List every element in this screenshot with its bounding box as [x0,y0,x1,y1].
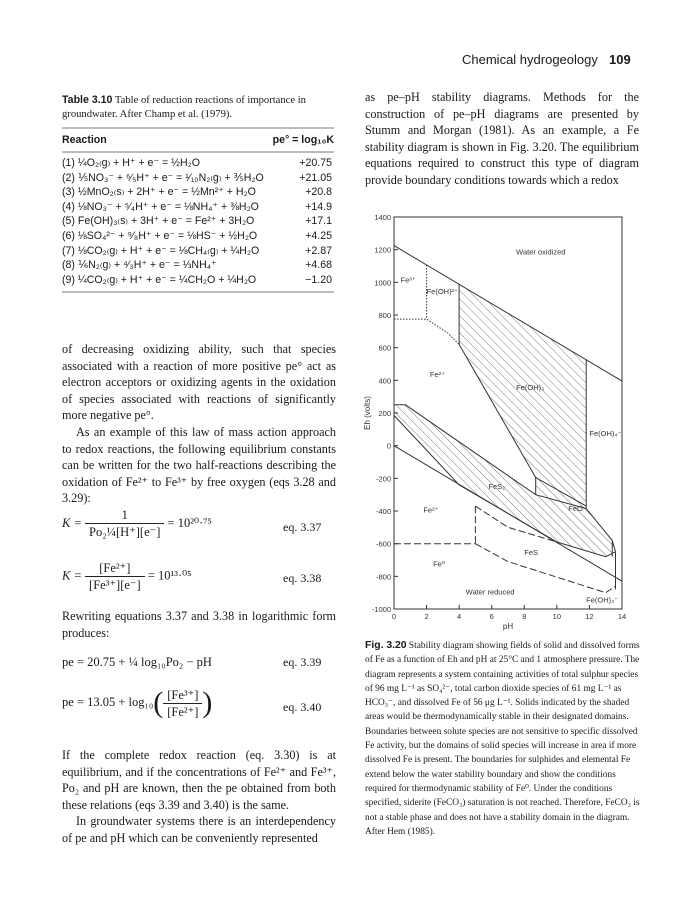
field-label: Water oxidized [516,247,566,257]
paragraph: Rewriting equations 3.37 and 3.38 in logarithmic form produces: [62,609,336,640]
y-tick-label: -600 [375,539,391,549]
page-number: 109 [609,52,631,67]
y-tick-label: 1200 [374,245,391,255]
y-tick-label: 1400 [374,213,391,222]
running-title: Chemical hydrogeology [462,52,598,67]
field-label: FeS₂ [488,481,506,491]
paragraph: of decreasing oxidizing ability, such that species associated with a reaction of more positive pe° act as electron acceptors or oxidizing agents in the oxidation of species associated with reactions of significantly more negative pe°. [62,342,336,423]
table-row-reaction: (6) ⅛SO₄²⁻ + ⁹⁄₈H⁺ + e⁻ = ⅛HS⁻ + ½H₂O [62,230,258,242]
left-body-text-bottom [62,747,336,847]
eq-label: eq. 3.38 [283,571,322,585]
field-label: FeS [524,548,539,558]
eq-label: eq. 3.39 [283,655,322,669]
x-tick-label: 14 [617,612,627,621]
table-row-value: +20.75 [299,157,332,169]
table-row-reaction: (8) ⅙N₂₍g₎ + ⁴⁄₃H⁺ + e⁻ = ⅓NH₄⁺ [62,259,217,272]
fe-stability-diagram [340,205,640,635]
left-body-text [62,341,336,507]
equation-3-39: pe = 20.75 + ¼ log₁₀Po₂ − pH [62,655,212,669]
table-row-reaction: (1) ¼O₂₍g₎ + H⁺ + e⁻ = ½H₂O [62,157,200,169]
table-header-reaction: Reaction [62,134,107,146]
eq-lhs: pe = 13.05 + log₁₀ [62,694,154,709]
paragraph: As an example of this law of mass action approach to redox reactions, the following equilibrium constants can be written for the two half-reactions describing the oxidation of Fe²⁺ to Fe³⁺ by free oxygen (eqs 3.28 and 3.29): [62,424,336,506]
eq-lhs: K = [62,568,82,583]
field-label: Fe(OH)₃⁻ [586,595,619,605]
paragraph: If the complete redox reaction (eq. 3.30) is at equilibrium, and if the concentrations of Fe²⁺ and Fe³⁺, Po₂ and pH are known, then the pe obtained from both these relations (eqs 3.39 and 3.40) is the same. [62,748,336,812]
y-tick-label: -200 [375,474,391,484]
table-row-reaction: (9) ¼CO₂₍g₎ + H⁺ + e⁻ = ¼CH₂O + ¼H₂O [62,273,257,286]
eq-rhs: = 10²⁰·⁷⁵ [167,515,212,530]
field-label: Fe²⁺ [423,505,439,515]
y-tick-label: 400 [378,376,391,386]
table-row-value: +20.8 [305,186,332,199]
eq-denominator: [Fe³⁺][e⁻] [85,576,145,593]
table-row-value: +14.9 [305,200,332,213]
y-tick-label: 800 [378,311,391,320]
table-caption [62,93,332,122]
table-row-value: +21.05 [299,171,332,184]
y-tick-label: -1000 [371,605,391,614]
field-label: Fe(OH)₃ [516,383,545,393]
table-row-value: +2.87 [305,244,332,257]
y-tick-label: 0 [386,441,391,451]
table-row-reaction: (2) ⅕NO₃⁻ + ⁶⁄₅H⁺ + e⁻ = ¹⁄₁₀N₂₍g₎ + ⅗H₂O [62,171,264,184]
table-row-reaction: (7) ⅛CO₂₍g₎ + H⁺ + e⁻ = ⅛CH₄₍g₎ + ¼H₂O [62,244,260,257]
field-label: Fe(OH)²⁺ [426,286,459,296]
y-tick-label: 200 [378,409,391,418]
x-tick-label: 8 [522,612,527,621]
figure-caption-text: Stability diagram showing fields of solid and dissolved forms of Fe as a function of Eh and pH at 25°C and 1 atmosphere pressure. The diagram represents a system containing activities of total sulphur species of 96 mg L⁻¹ as SO₄²⁻, total carbon dioxide species of 61 mg L⁻¹ as HCO₃⁻, and dissolved Fe of 56 μg L⁻¹. Solids indicated by the shaded areas would be thermodynamically stable in their designated domains. Boundaries between solute species are not sensitive to specific dissolved Fe activity, but the domains of solid species will increase in area if more dissolved Fe is present. The boundaries for sulphides and elemental Fe extend below the water stability boundary and show the conditions required for thermodynamic stability of Fe⁰. Under the conditions specified, siderite (FeCO₃) saturation is not reached. Therefore, FeCO₃ is not a stable phase and does not have a stability domain in the diagram. After Hem (1985). [365,641,640,837]
table-row-reaction: (3) ½MnO₂₍s₎ + 2H⁺ + e⁻ = ½Mn²⁺ + H₂O [62,186,256,199]
x-tick-label: 10 [552,612,562,621]
paragraph: In groundwater systems there is an interdependency of pe and pH which can be conveniently represented [62,814,336,845]
x-tick-label: 4 [457,612,462,621]
field-label: Fe(OH)₄⁻ [589,428,622,438]
paragraph: as pe–pH stability diagrams. Methods for the construction of pe–pH diagrams are presented by Stumm and Morgan (1981). As an example, a Fe stability diagram is shown in Fig. 3.20. The equilibrium equations required to construct this type of diagram provide boundary conditions towards which a redox [365,90,639,187]
y-tick-label: -800 [375,572,391,582]
table-header-rule [62,151,334,153]
figure-label: Fig. 3.20 [365,640,407,651]
table-label: Table 3.10 [62,94,113,106]
y-tick-label: -400 [375,507,391,516]
table-header-pe: pe° = log₁₀K [272,134,334,146]
eq-denominator: [Fe²⁺] [163,703,202,720]
field-label: Water reduced [465,587,515,597]
eq-numerator: [Fe²⁺] [99,561,131,575]
equation-3-38 [62,560,192,593]
x-tick-label: 0 [391,612,397,621]
y-tick-label: 600 [378,343,391,353]
eq-rhs: = 10¹³·⁰⁵ [147,568,192,583]
table-row-reaction: (4) ⅛NO₃⁻ + ⁵⁄₄H⁺ + e⁻ = ⅛NH₄⁺ + ⅜H₂O [62,200,259,213]
table-row-value: +4.25 [305,230,332,242]
equation-3-37 [62,508,212,540]
eq-numerator: 1 [121,508,128,522]
y-tick-label: 1000 [374,278,391,288]
table-row-value: −1.20 [305,273,332,286]
field-label: Fe²⁺ [429,370,446,380]
eq-numerator: [Fe³⁺] [167,687,199,702]
table-caption-text: Table of reduction reactions of importance in groundwater. After Champ et al. (1979). [62,95,306,120]
eq-lhs: K = [62,515,82,530]
table-top-rule [62,127,334,129]
table-row-value: +17.1 [305,215,332,228]
table-row-value: +4.68 [305,259,332,272]
field-label: Fe³⁺ [400,275,416,285]
table-row-reaction: (5) Fe(OH)₃₍s₎ + 3H⁺ + e⁻ = Fe²⁺ + 3H₂O [62,215,255,228]
eq-denominator: Po₂¼[H⁺][e⁻] [85,523,164,540]
table-bottom-rule [62,291,334,293]
x-tick-label: 2 [424,612,429,621]
eq-label: eq. 3.37 [283,520,322,534]
y-axis-label: Eh (volts) [363,396,372,430]
x-tick-label: 12 [585,612,594,621]
figure-caption [365,639,641,839]
field-label: FeO [568,504,583,513]
eq-label: eq. 3.40 [283,700,322,714]
field-label: Fe⁰ [433,559,445,569]
boundary-fe3-fe2 [394,319,459,344]
x-axis-label: pH [502,622,514,631]
equation-3-40: pe = 13.05 + log₁₀( $\frac{\text{[Fe³⁺]}}{\text{[Fe²⁺]}}$ ) [62,686,213,719]
x-tick-label: 6 [489,612,494,621]
